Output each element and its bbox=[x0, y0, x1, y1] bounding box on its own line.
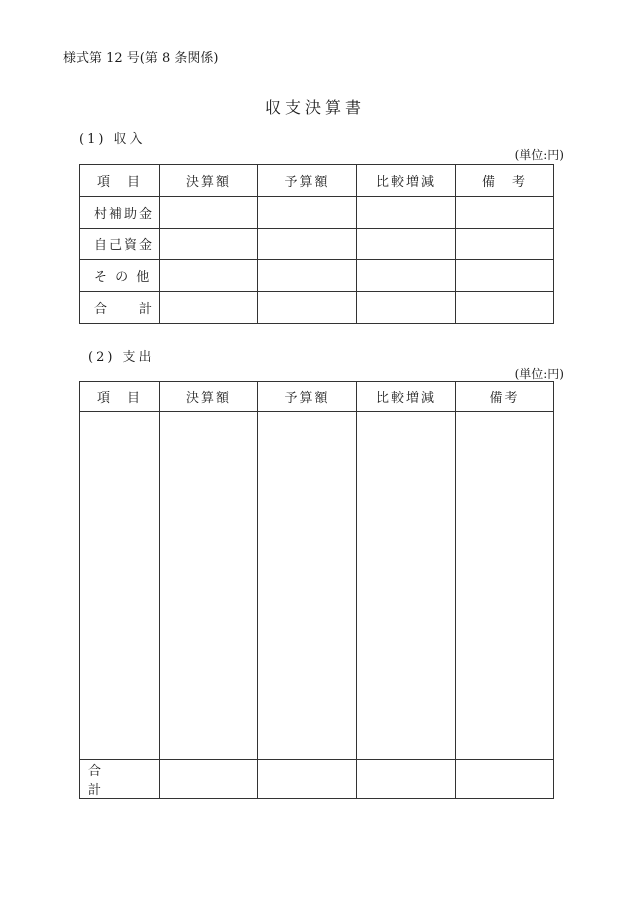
col-header-budget: 予算額 bbox=[258, 165, 357, 197]
expenditure-total-row bbox=[80, 760, 554, 799]
row-label-total: 合 計 bbox=[80, 760, 160, 799]
row-label-village-subsidy: 村補助金 bbox=[80, 196, 160, 228]
cell-actual[interactable] bbox=[160, 196, 258, 228]
cell-difference[interactable] bbox=[357, 412, 456, 760]
cell-actual[interactable] bbox=[160, 412, 258, 760]
cell-budget[interactable] bbox=[258, 260, 357, 292]
cell-actual[interactable] bbox=[160, 228, 258, 260]
expenditure-unit-note: (単位:円) bbox=[514, 367, 564, 381]
row-label-total: 合 計 bbox=[80, 292, 160, 324]
cell-difference[interactable] bbox=[357, 760, 456, 799]
cell-remarks[interactable] bbox=[456, 292, 554, 324]
cell-remarks[interactable] bbox=[456, 260, 554, 292]
cell-budget[interactable] bbox=[258, 228, 357, 260]
document-title: 収支決算書 bbox=[264, 98, 365, 117]
col-header-actual: 決算額 bbox=[160, 165, 258, 197]
table-row bbox=[80, 260, 554, 292]
table-row bbox=[80, 292, 554, 324]
cell-difference[interactable] bbox=[357, 228, 456, 260]
row-label-other: そ の 他 bbox=[80, 260, 160, 292]
row-label-own-funds: 自己資金 bbox=[80, 228, 160, 260]
cell-remarks[interactable] bbox=[456, 412, 554, 760]
cell-budget[interactable] bbox=[258, 292, 357, 324]
cell-actual[interactable] bbox=[160, 292, 258, 324]
col-header-difference: 比較増減 bbox=[357, 165, 456, 197]
cell-actual[interactable] bbox=[160, 260, 258, 292]
expenditure-section-label: (2) 支出 bbox=[88, 350, 155, 365]
cell-item[interactable] bbox=[80, 412, 160, 760]
expenditure-body-row bbox=[80, 412, 554, 760]
income-unit-note: (単位:円) bbox=[514, 148, 564, 162]
col-header-remarks: 備考 bbox=[456, 382, 554, 412]
cell-remarks[interactable] bbox=[456, 760, 554, 799]
col-header-difference: 比較増減 bbox=[357, 382, 456, 412]
col-header-actual: 決算額 bbox=[160, 382, 258, 412]
cell-difference[interactable] bbox=[357, 292, 456, 324]
expenditure-table bbox=[79, 381, 554, 799]
income-table bbox=[79, 164, 554, 324]
cell-difference[interactable] bbox=[357, 260, 456, 292]
col-header-item: 項 目 bbox=[80, 382, 160, 412]
table-row bbox=[80, 228, 554, 260]
cell-remarks[interactable] bbox=[456, 228, 554, 260]
cell-remarks[interactable] bbox=[456, 196, 554, 228]
cell-budget[interactable] bbox=[258, 196, 357, 228]
cell-difference[interactable] bbox=[357, 196, 456, 228]
table-row bbox=[80, 196, 554, 228]
cell-budget[interactable] bbox=[258, 760, 357, 799]
col-header-item: 項 目 bbox=[80, 165, 160, 197]
col-header-budget: 予算額 bbox=[258, 382, 357, 412]
col-header-remarks: 備 考 bbox=[456, 165, 554, 197]
expenditure-header-row bbox=[80, 382, 554, 412]
income-header-row bbox=[80, 165, 554, 197]
cell-actual[interactable] bbox=[160, 760, 258, 799]
form-number: 様式第 12 号(第 8 条関係) bbox=[63, 51, 219, 66]
income-section-label: (1) 収入 bbox=[79, 132, 146, 147]
cell-budget[interactable] bbox=[258, 412, 357, 760]
